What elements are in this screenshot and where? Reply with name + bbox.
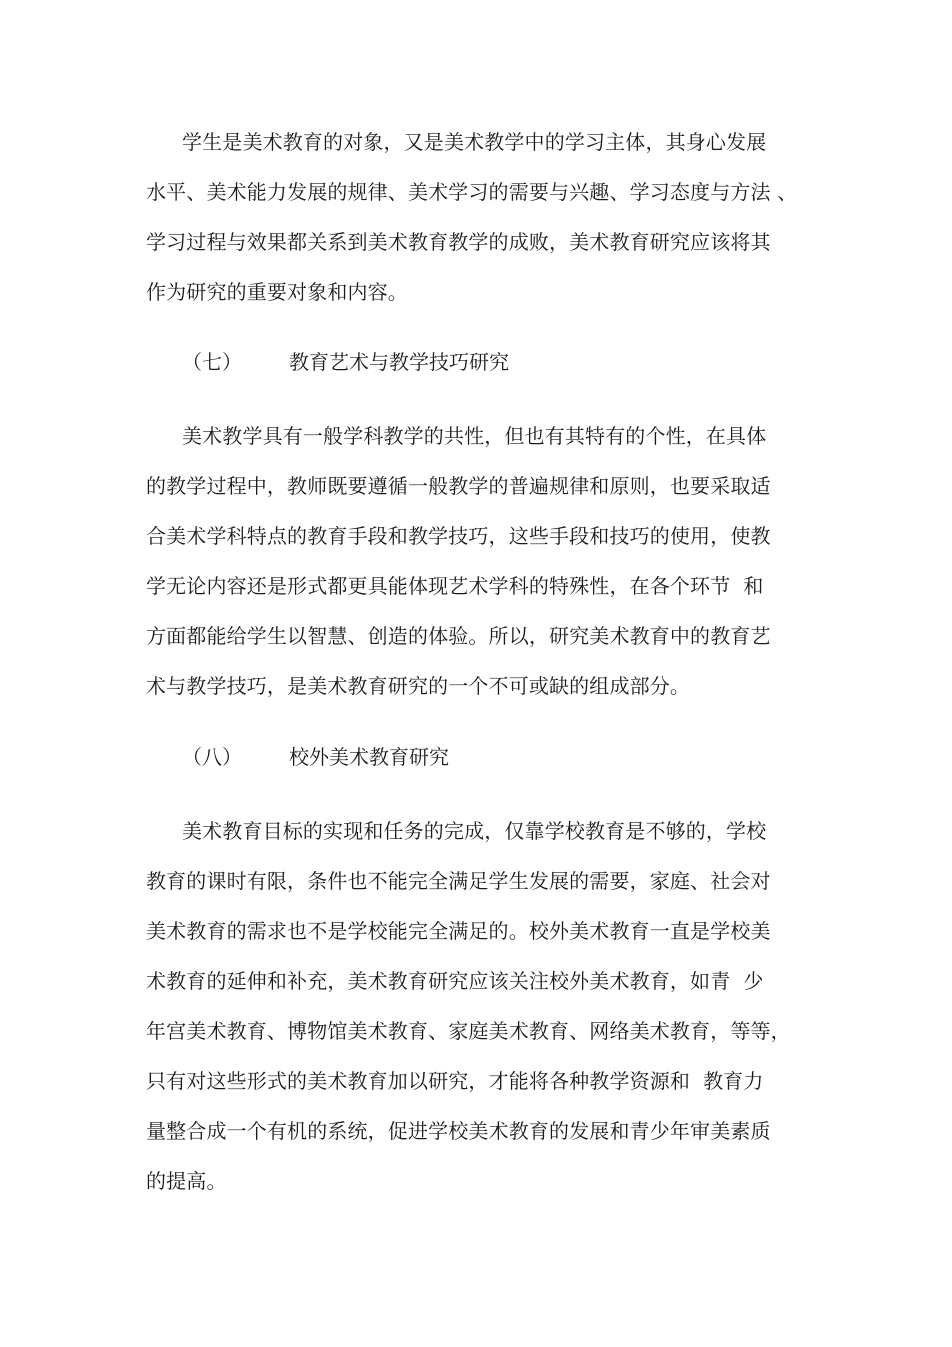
section-number: （八） [182,745,242,769]
paragraph-line: 作为研究的重要对象和内容。 [146,280,408,304]
paragraph-line: 美术教育的需求也不是学校能完全满足的。校外美术教育一直是学校美 [146,919,771,943]
paragraph-line: 量整合成一个有机的系统，促进学校美术教育的发展和青少年审美素质 [146,1119,771,1143]
paragraph-line: 美术教学具有一般学科教学的共性，但也有其特有的个性，在具体 [182,424,767,448]
paragraph-line: 教育的课时有限，条件也不能完全满足学生发展的需要，家庭、社会对 [146,869,771,893]
paragraph-line: 学无论内容还是形式都更具能体现艺术学科的特殊性，在各个环节 和 [146,574,764,598]
paragraph-line: 方面都能给学生以智慧、创造的体验。所以，研究美术教育中的教育艺 [146,624,771,648]
paragraph-line: 只有对这些形式的美术教育加以研究，才能将各种教学资源和 教育力 [146,1069,764,1093]
paragraph-line: 的提高。 [146,1169,227,1193]
paragraph-line: 美术教育目标的实现和任务的完成，仅靠学校教育是不够的，学校 [182,819,767,843]
section-title: 教育艺术与教学技巧研究 [289,350,509,374]
paragraph-line: 术教育的延伸和补充，美术教育研究应该关注校外美术教育，如青 少 [146,969,764,993]
paragraph-line: 年宫美术教育、博物馆美术教育、家庭美术教育、网络美术教育，等等， [146,1019,791,1043]
paragraph-line: 水平、美术能力发展的规律、美术学习的需要与兴趣、学习态度与方法 、 [146,180,798,204]
paragraph-line: 学生是美术教育的对象，又是美术教学中的学习主体，其身心发展 [182,130,767,154]
section-number: （七） [182,350,242,374]
paragraph-line: 术与教学技巧，是美术教育研究的一个不可或缺的组成部分。 [146,674,691,698]
paragraph-line: 的教学过程中，教师既要遵循一般教学的普遍规律和原则，也要采取适 [146,474,771,498]
section-title: 校外美术教育研究 [289,745,449,769]
paragraph-line: 合美术学科特点的教育手段和教学技巧，这些手段和技巧的使用，使教 [146,524,771,548]
paragraph-line: 学习过程与效果都关系到美术教育教学的成败，美术教育研究应该将其 [146,230,771,254]
